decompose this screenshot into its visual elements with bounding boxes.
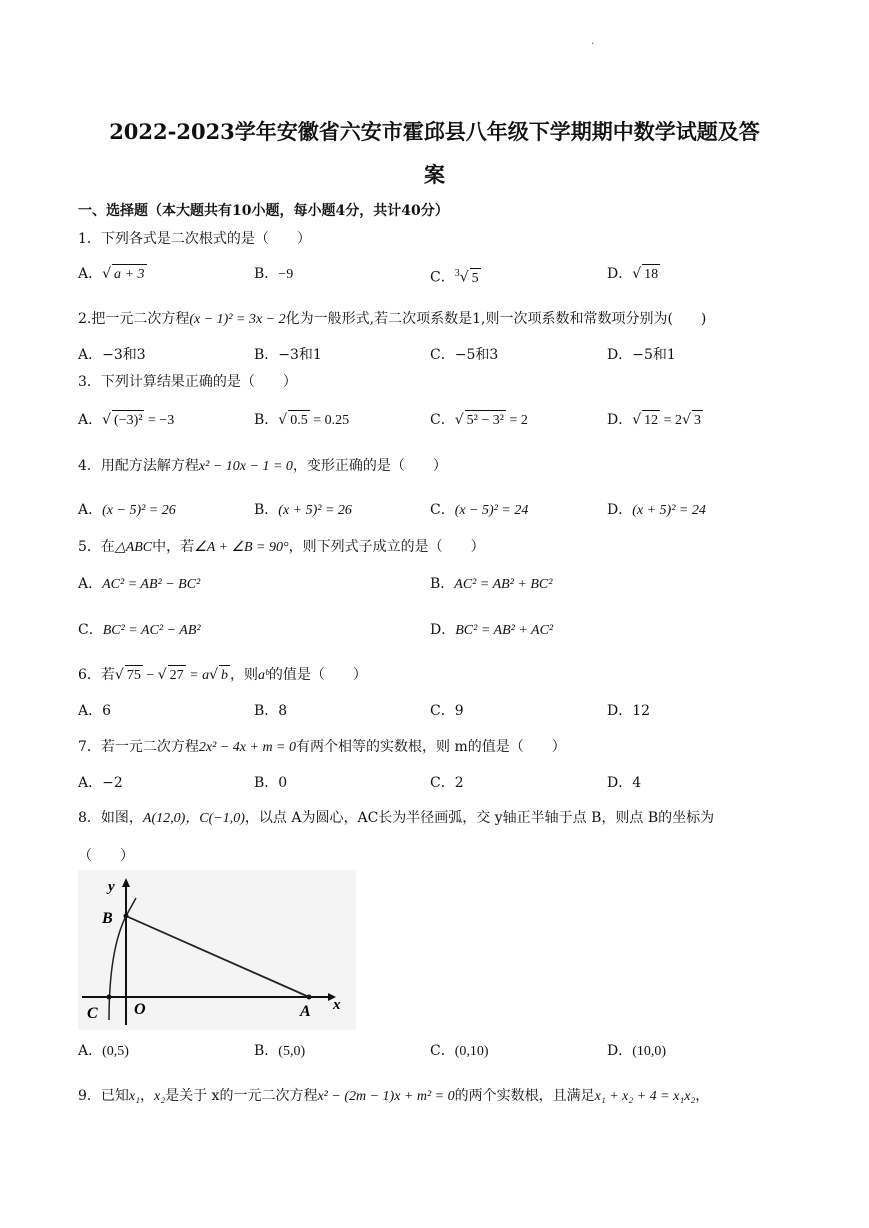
q6-option-b: B．8 [254,703,288,719]
q8-option-d: D．(10,0) [607,1043,667,1059]
q1-option-c: C．$^3$√ 5 [430,264,481,289]
figure-background [78,870,356,1030]
q4-option-a: A．(x − 5)² = 26 [78,502,176,518]
q1-stem: 1．下列各式是二次根式的是（ ） [78,231,311,247]
q7-option-c: C．2 [430,775,464,791]
doc-title-line2: 案 [424,162,445,187]
q2-option-a: A．−3和3 [78,347,146,363]
point-b [124,914,129,919]
label-c: C [87,1005,98,1022]
q6-option-d: D．12 [607,703,651,719]
label-y: y [108,879,115,895]
q2-option-c: C．−5和3 [430,347,499,363]
q9-stem: 9．已知x₁，x₂是关于 x的一元二次方程x² − (2m − 1)x + m² = 0的两个实数根，且满足x₁ + x₂ + 4 = x₁x₂， [78,1088,710,1104]
q4-option-b: B．(x + 5)² = 26 [254,502,352,518]
q5-option-a: A．AC² = AB² − BC² [78,576,201,592]
q5-option-d: D．BC² = AB² + AC² [430,622,554,638]
q8-option-b: B．(5,0) [254,1043,306,1059]
q3-stem: 3．下列计算结果正确的是（ ） [78,374,297,390]
doc-title-line1: 2022-2023学年安徽省六安市霍邱县八年级下学期期中数学试题及答 [109,119,760,144]
q4-option-c: C．(x − 5)² = 24 [430,502,529,518]
q7-stem: 7．若一元二次方程2x² − 4x + m = 0有两个相等的实数根，则 m的值是（ ） [78,739,566,755]
q6-option-c: C．9 [430,703,464,719]
q5-option-b: B．AC² = AB² + BC² [430,576,553,592]
point-c [107,995,112,1000]
q5-stem: 5．在△ABC中，若∠A + ∠B = 90°，则下列式子成立的是（ ） [78,539,485,555]
q4-option-d: D．(x + 5)² = 24 [607,502,706,518]
label-o: O [134,1001,146,1018]
q6-option-a: A．6 [78,703,112,719]
q5-option-c: C．BC² = AC² − AB² [78,622,201,638]
q2-option-b: B．−3和1 [254,347,322,363]
q8-option-a: A．(0,5) [78,1043,129,1059]
header-dot: . [591,36,595,47]
label-a: A [300,1003,311,1020]
label-b: B [102,910,113,927]
q8-option-c: C．(0,10) [430,1043,489,1059]
point-a [307,995,312,1000]
q3-option-b: B．√ 0.5 = 0.25 [254,410,349,431]
q8-figure [78,870,356,1030]
q3-option-a: A．√ (−3)² = −3 [78,410,174,431]
section-heading: 一、选择题（本大题共有10小题，每小题4分，共计40分） [78,203,449,219]
q1-option-b: B．−9 [254,266,294,282]
q1-option-a: A．√ a + 3 [78,264,147,285]
q7-option-d: D．4 [607,775,642,791]
q8-stem-line2: （ ） [78,848,134,864]
label-x: x [333,997,341,1013]
q7-option-a: A．−2 [78,775,123,791]
q4-stem: 4．用配方法解方程x² − 10x − 1 = 0，变形正确的是（ ） [78,458,447,474]
q2-option-d: D．−5和1 [607,347,676,363]
q1-option-d: D．√ 18 [607,264,660,285]
q8-stem: 8．如图，A(12,0)，C(−1,0)，以点 A为圆心，AC长为半径画弧，交 y轴正半轴于点 B，则点 B的坐标为 [78,810,715,826]
q3-option-d: D．√ 12 = 2√ 3 [607,410,703,431]
q3-option-c: C．√ 5² − 3² = 2 [430,410,528,431]
q6-stem: 6．若√ 75 − √ 27 = a√ b ，则aᵇ的值是（ ） [78,665,367,686]
q7-option-b: B．0 [254,775,288,791]
q2-stem: 2.把一元二次方程(x − 1)² = 3x − 2化为一般形式,若二次项系数是1,则一次项系数和常数项分别为( ) [78,311,707,327]
